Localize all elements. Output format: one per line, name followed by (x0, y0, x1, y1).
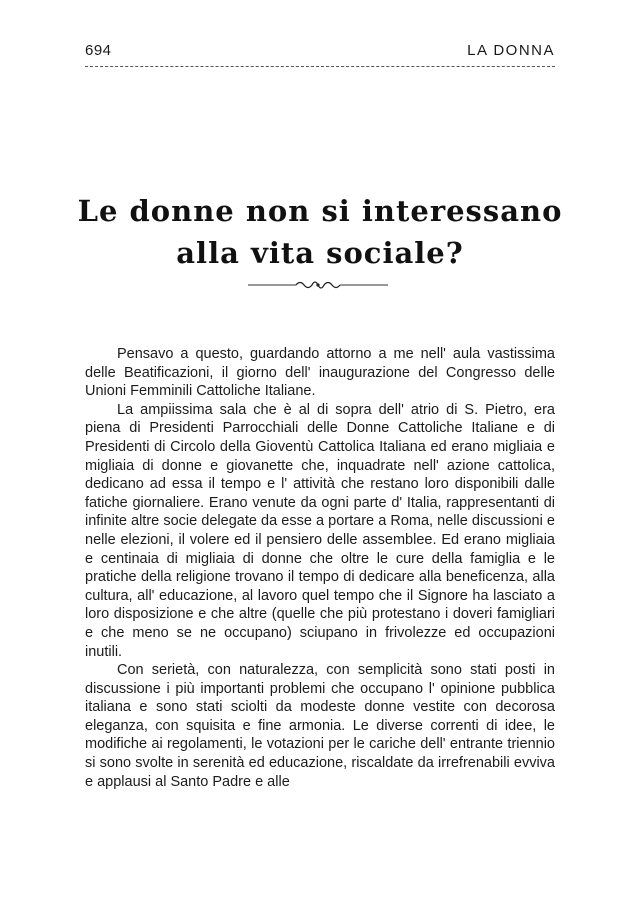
article-body (85, 345, 555, 791)
article-title-line-2: alla vita sociale? (176, 236, 464, 270)
running-header (85, 40, 555, 67)
page-number: 694 (85, 42, 112, 59)
ornament-divider-icon (248, 278, 388, 292)
paragraph-3: Con serietà, con naturalezza, con semplicità sono stati posti in discussione i più importanti problemi che occupano l' opinione pubblica italiana e sono stati sciolti da modeste donne vestite con decorosa eleganza, con squisita e fine armonia. Le diverse correnti di idee, le modifiche ai regolamenti, le votazioni per le cariche dell' entrante triennio si sono svolte in serenità ed educazione, riscaldate da irrefrenabili evviva e applausi al Santo Padre e alle (85, 662, 555, 790)
article-title-line-1: Le donne non si interessano (77, 194, 563, 228)
article-title (60, 190, 580, 274)
running-title: LA DONNA (467, 42, 555, 59)
paragraph-2: La ampiissima sala che è al di sopra dell' atrio di S. Pietro, era piena di Presidenti Parrocchiali delle Donne Cattoliche Italiane e di Presidenti di Circolo della Gioventù Cattolica Italiana ed erano migliaia e migliaia di donne e giovanette che, inquadrate nell' azione cattolica, dedicano ad essa il tempo e l' attività che restano loro disponibili dalle fatiche giornaliere. Erano venute da ogni parte d' Italia, rappresentanti di infinite altre socie delegate da esse a portare a Roma, nelle discussioni e nelle elezioni, il volere ed il pensiero delle assemblee. Ed erano migliaia e centinaia di migliaia di donne che oltre le cure della famiglia e le pratiche della religione trovano il tempo di dedicare alla beneficenza, alla cultura, all' educazione, al lavoro quel tempo che il Signore ha lasciato a loro disposizione e che altre (quelle che più protestano i doveri famigliari e che meno se ne occupano) sciupano in frivolezze ed occupazioni inutili. (85, 401, 555, 660)
paragraph-1: Pensavo a questo, guardando attorno a me nell' aula vastissima delle Beatificazioni, il giorno dell' inaugurazione del Congresso delle Unioni Femminili Cattoliche Italiane. (85, 346, 555, 400)
